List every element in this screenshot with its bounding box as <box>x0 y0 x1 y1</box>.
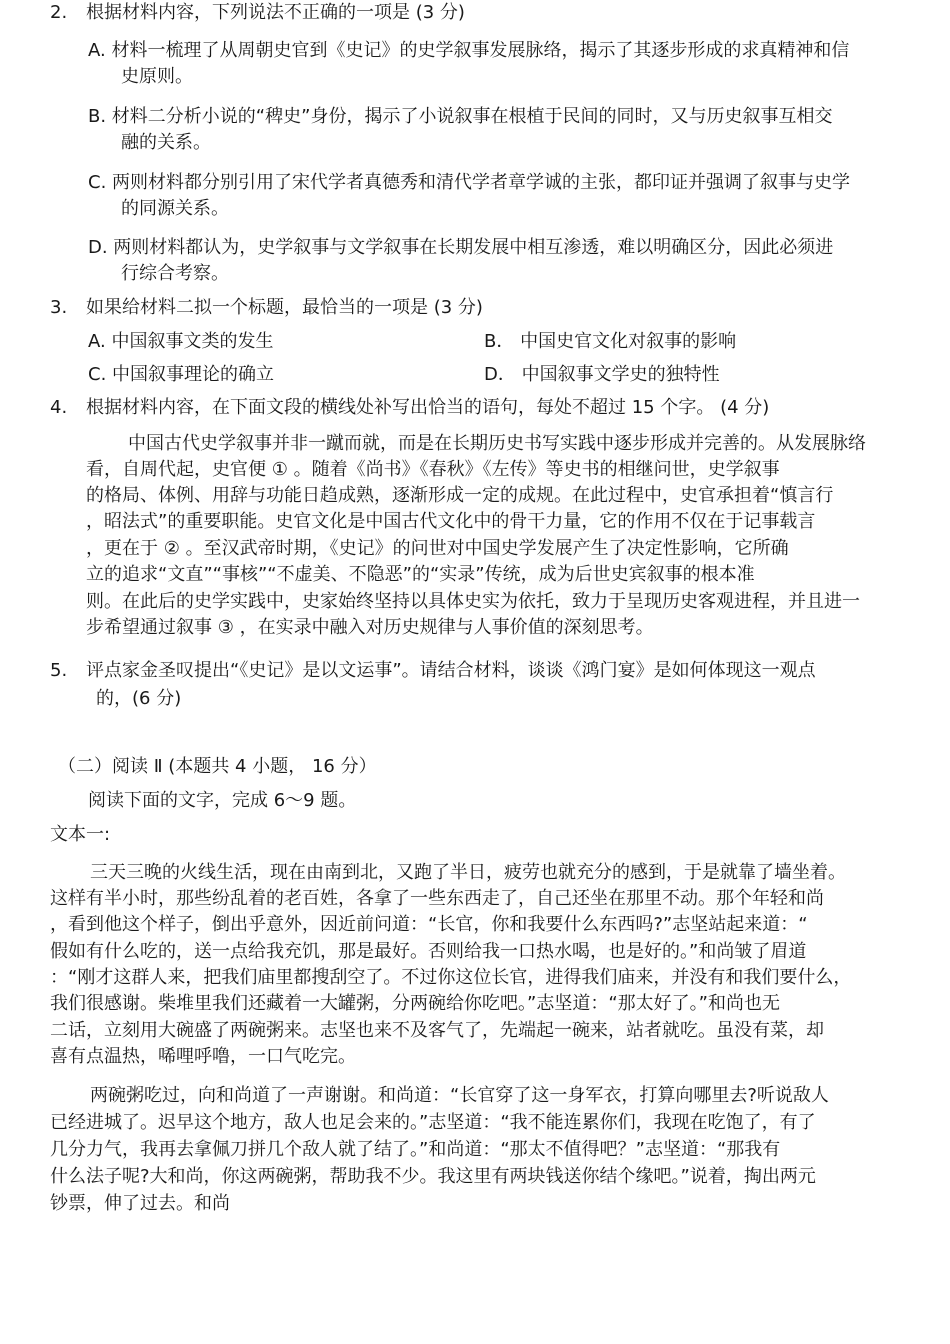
q5-stem-cont: 的，(6 分) <box>96 688 182 709</box>
q4-passage-line: ，更在于 ② 。至汉武帝时期，《史记》的问世对中国史学发展产生了决定性影响，它所确 <box>86 538 789 559</box>
q2-number: 2. <box>50 2 68 23</box>
paragraph-line: 已经进城了。迟早这个地方，敌人也足会来的。”志坚道：“我不能连累你们，我现在吃饱了，有了 <box>50 1112 816 1133</box>
q5-number: 5. <box>50 660 68 681</box>
q2-option-a: A. 材料一梳理了从周朝史官到《史记》的史学叙事发展脉络，揭示了其逐步形成的求真精神和信 <box>88 40 850 61</box>
q2-option-a-cont: 史原则。 <box>121 66 193 87</box>
section-instruction: 阅读下面的文字，完成 6～9 题。 <box>88 790 357 811</box>
paragraph-line: 二话，立刻用大碗盛了两碗粥来。志坚也来不及客气了，先端起一碗来，站者就吃。虽没有菜，却 <box>50 1020 824 1041</box>
q3-option-c: C. 中国叙事理论的确立 <box>88 364 275 385</box>
paragraph-line: ：“刚才这群人来，把我们庙里都搜刮空了。不过你这位长官，进得我们庙来，并没有和我们要什么， <box>50 967 852 988</box>
q3-option-b: B． 中国史官文化对叙事的影响 <box>484 331 737 352</box>
paragraph-line: 我们很感谢。柴堆里我们还藏着一大罐粥，分两碗给你吃吧。”志坚道：“那太好了。”和尚也无 <box>50 993 780 1014</box>
q3-number: 3. <box>50 297 68 318</box>
q4-passage-line: 立的追求“文直”“事核”“不虚美、不隐恶”的“实录”传统，成为后世史宾叙事的根本准 <box>86 564 755 585</box>
q4-passage-line: 中国古代史学叙事并非一蹴而就，而是在长期历史书写实践中逐步形成并完善的。从发展脉络 <box>128 433 866 454</box>
q2-option-c: C. 两则材料都分别引用了宋代学者真德秀和清代学者章学诚的主张，都印证并强调了叙事与史学 <box>88 172 851 193</box>
text-label: 文本一: <box>50 824 111 845</box>
paragraph-line: 什么法子呢?大和尚，你这两碗粥，帮助我不少。我这里有两块钱送你结个缘吧。”说着，掏出两元 <box>50 1166 816 1187</box>
paragraph-line: 两碗粥吃过，向和尚道了一声谢谢。和尚道：“长官穿了这一身军衣，打算向哪里去?听说敌人 <box>90 1085 829 1106</box>
q4-passage-line: 看，自周代起，史官便 ① 。随着《尚书》《春秋》《左传》等史书的相继问世，史学叙事 <box>86 459 780 480</box>
q3-stem: 如果给材料二拟一个标题，最恰当的一项是 (3 分) <box>86 297 483 318</box>
paragraph-line: ，看到他这个样子，倒出乎意外，因近前问道：“长官，你和我要什么东西吗?”志坚站起来道：“ <box>50 914 808 935</box>
q3-option-a: A. 中国叙事文类的发生 <box>88 331 274 352</box>
q4-stem: 根据材料内容，在下面文段的横线处补写出恰当的语句，每处不超过 15 个字。 (4 分) <box>86 397 770 418</box>
q4-passage-line: 的格局、体例、用辞与功能日趋成熟，逐渐形成一定的成规。在此过程中，史官承担着“慎言行 <box>86 485 834 506</box>
q2-option-c-cont: 的同源关系。 <box>121 198 229 219</box>
q4-passage-line: 步希望通过叙事 ③ ，在实录中融入对历史规律与人事价值的深刻思考。 <box>86 617 654 638</box>
paragraph-line: 喜有点温热，唏哩呼噜，一口气吃完。 <box>50 1046 356 1067</box>
q5-stem: 评点家金圣叹提出“《史记》是以文运事”。请结合材料，谈谈《鸿门宴》是如何体现这一观点 <box>86 660 816 681</box>
paragraph-line: 假如有什么吃的，送一点给我充饥，那是最好。否则给我一口热水喝，也是好的。”和尚皱了眉道 <box>50 941 807 962</box>
paragraph-line: 三天三晚的火线生活，现在由南到北，又跑了半日，疲劳也就充分的感到，于是就靠了墙坐着。 <box>90 862 846 883</box>
q3-option-d: D． 中国叙事文学史的独特性 <box>484 364 720 385</box>
q4-passage-line: ，昭法式”的重要职能。史官文化是中国古代文化中的骨干力量，它的作用不仅在于记事载言 <box>86 511 816 532</box>
q2-option-b: B. 材料二分析小说的“稗史”身份，揭示了小说叙事在根植于民间的同时，又与历史叙事互相交 <box>88 106 833 127</box>
q2-stem: 根据材料内容，下列说法不正确的一项是 (3 分) <box>86 2 465 23</box>
paragraph-line: 钞票，伸了过去。和尚 <box>50 1193 230 1214</box>
q2-option-d: D. 两则材料都认为，史学叙事与文学叙事在长期发展中相互渗透，难以明确区分，因此必须进 <box>88 237 834 258</box>
q2-option-b-cont: 融的关系。 <box>121 132 211 153</box>
paragraph-line: 这样有半小时，那些纷乱着的老百姓，各拿了一些东西走了，自己还坐在那里不动。那个年轻和尚 <box>50 888 824 909</box>
section-heading: （二）阅读 Ⅱ (本题共 4 小题， 16 分） <box>58 756 377 777</box>
paragraph-line: 几分力气，我再去拿佩刀拼几个敌人就了结了。”和尚道：“那太不值得吧？”志坚道：“那我有 <box>50 1139 781 1160</box>
q4-number: 4. <box>50 397 68 418</box>
q4-passage-line: 则。在此后的史学实践中，史家始终坚持以具体史实为依托，致力于呈现历史客观进程，并且进一 <box>86 591 860 612</box>
q2-option-d-cont: 行综合考察。 <box>121 263 229 284</box>
